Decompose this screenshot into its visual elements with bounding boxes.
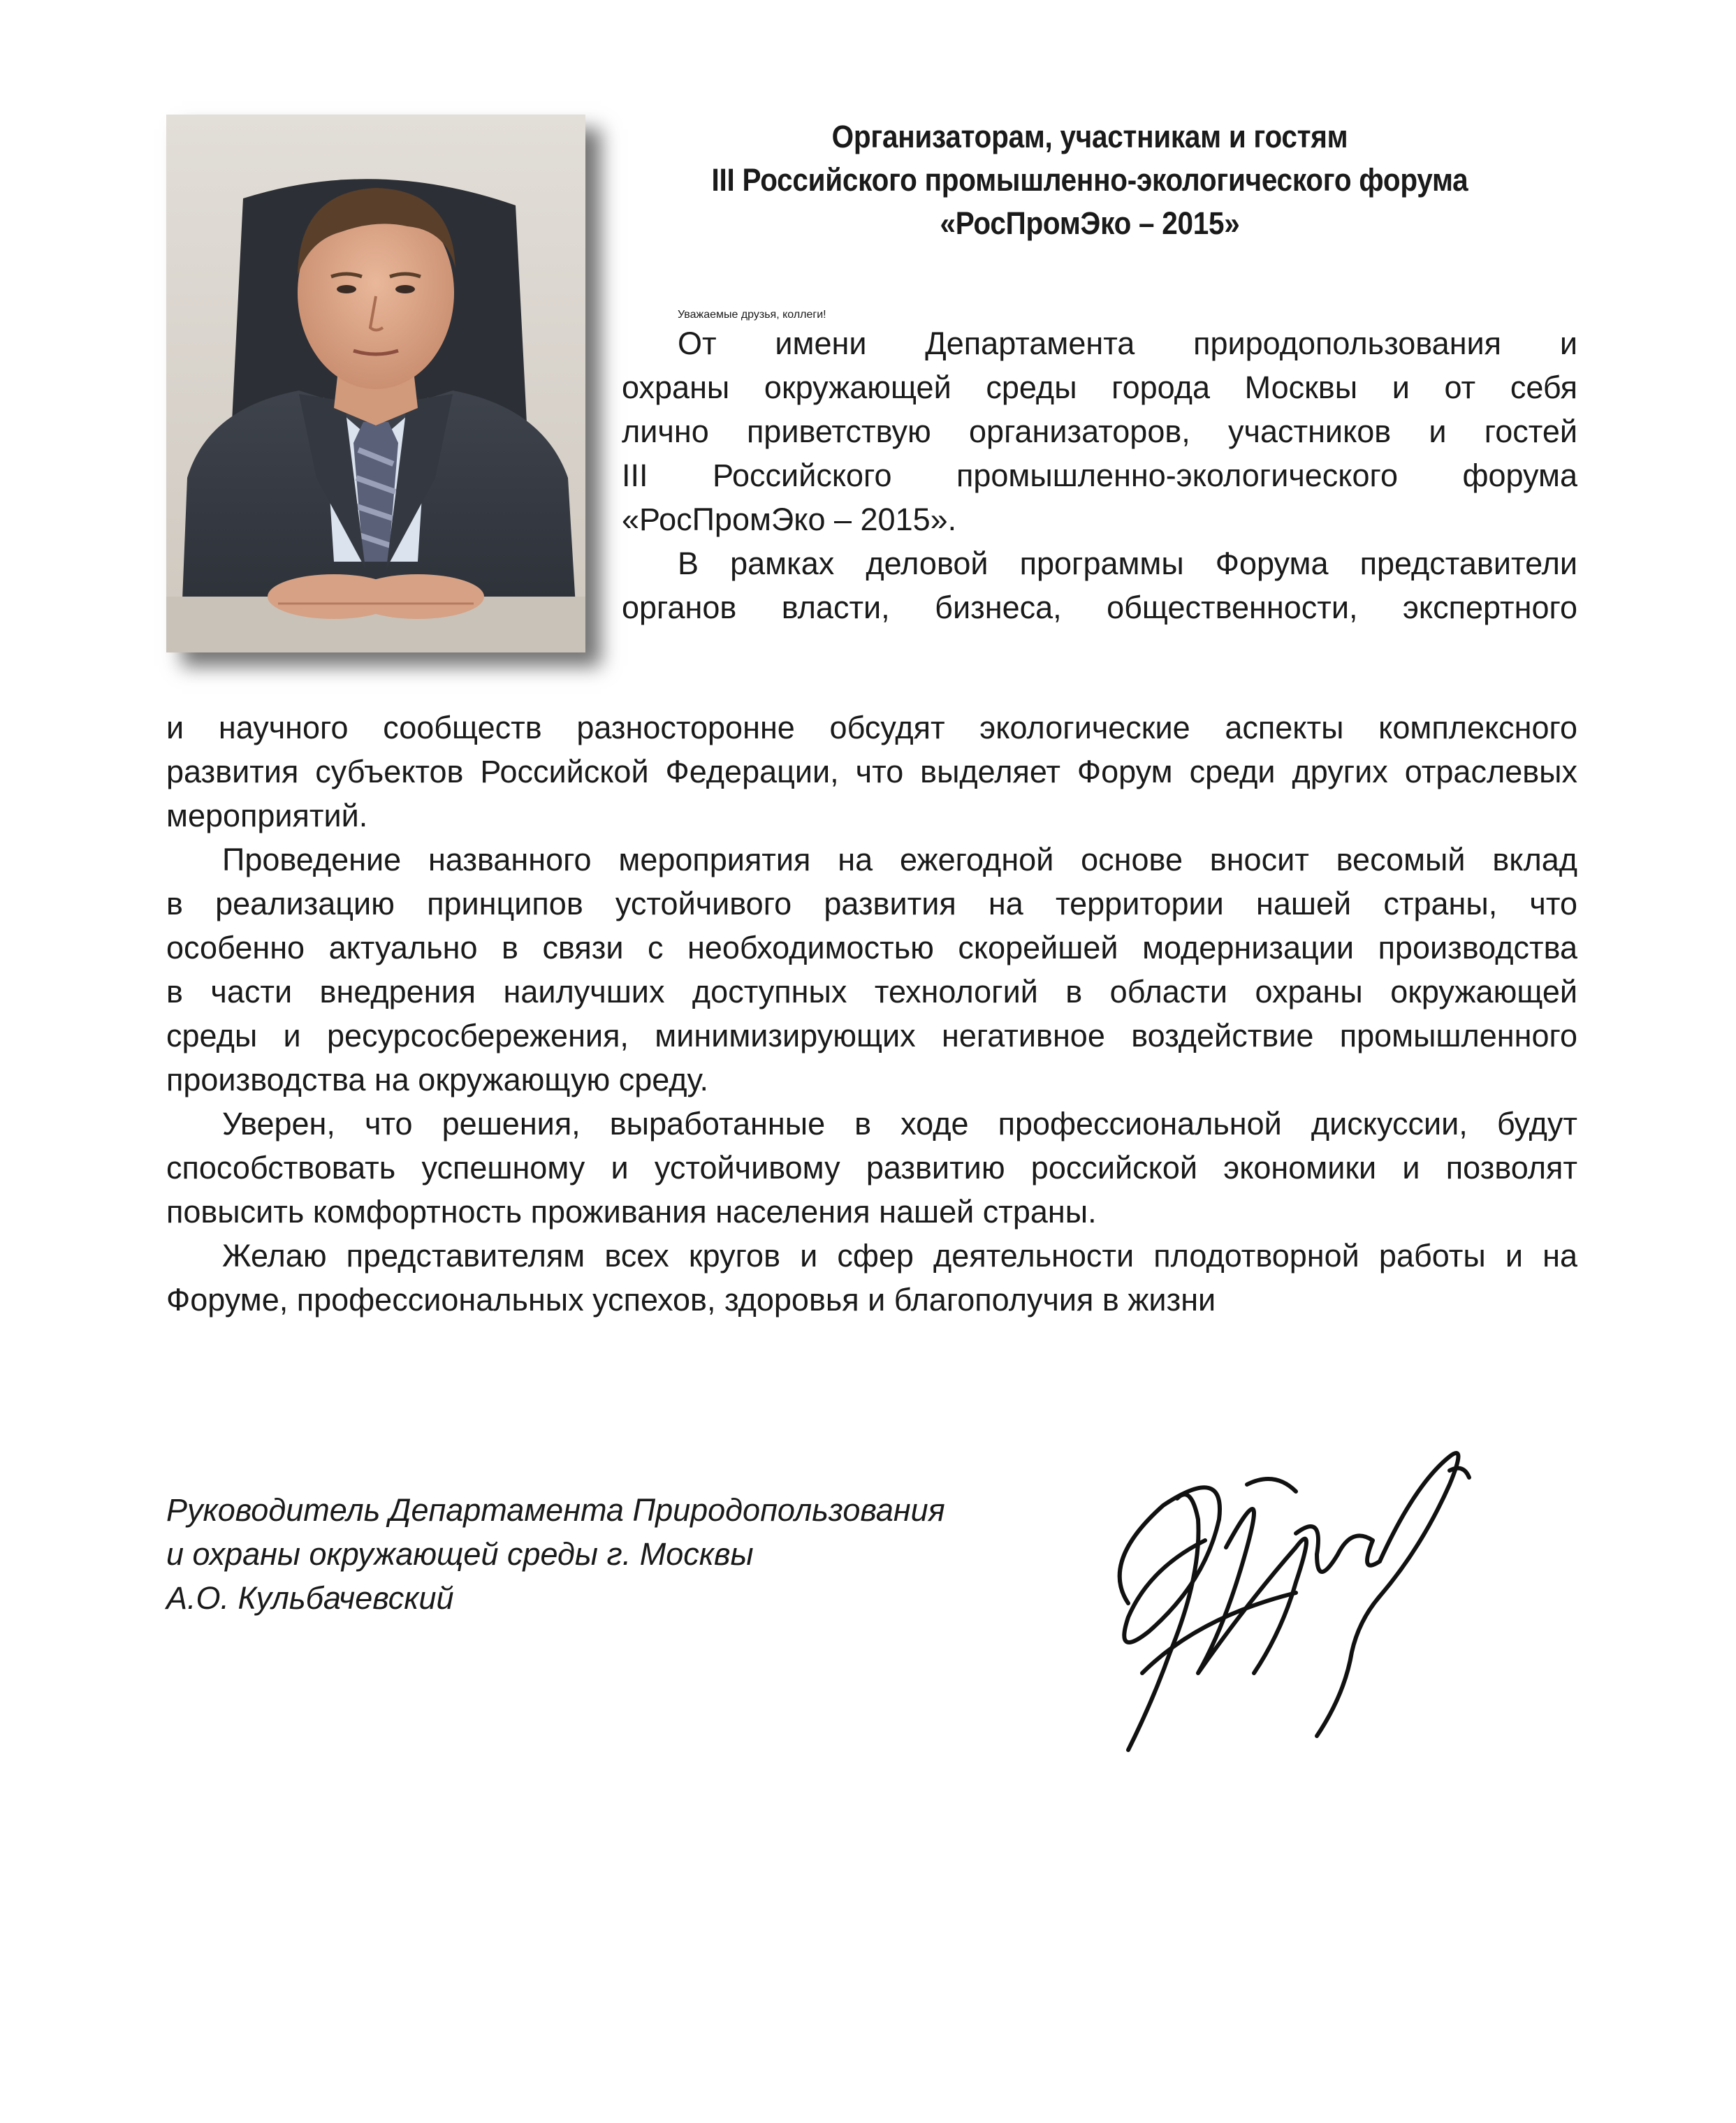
paragraph-4-line: способствовать успешному и устойчивому развитию российской экономики и позволят [166,1150,1577,1185]
paragraph-2-line: В рамках деловой программы Форума представители [678,546,1577,581]
paragraph-3-line: в части внедрения наилучших доступных технологий в области охраны окружающей [166,974,1577,1009]
text-beside-photo [622,309,1577,629]
paragraph-5-line: Форуме, профессиональных успехов, здоровья и благополучия в жизни [166,1282,1216,1318]
paragraph-3-line: Проведение названного мероприятия на ежегодной основе вносит весомый вклад [222,842,1577,877]
heading-line-1: Организаторам, участникам и гостям [831,119,1348,154]
paragraph-3-line: особенно актуально в связи с необходимостью скорейшей модернизации производства [166,930,1577,965]
heading-line-2: III Российского промышленно-экологического форума [711,162,1468,198]
handwritten-signature-icon [1086,1443,1491,1771]
paragraph-3-line: производства на окружающую среду. [166,1062,709,1097]
paragraph-1-line: лично приветствую организаторов, участников и гостей [622,414,1577,449]
paragraph-2-line: и научного сообществ разносторонне обсудят экологические аспекты комплексного [166,710,1577,745]
paragraph-4-line: повысить комфортность проживания населения нашей страны. [166,1194,1097,1230]
portrait-photo [166,115,585,652]
paragraph-2-line: мероприятий. [166,798,368,833]
paragraph-1-line: «РосПромЭко – 2015». [622,502,957,537]
letter-heading [662,115,1517,245]
signatory-title-line-2: и охраны окружающей среды г. Москвы [166,1536,754,1572]
signatory-name: А.О. Кульбачевский [166,1580,454,1616]
paragraph-2-line: развития субъектов Российской Федерации, что выделяет Форум среди других отраслевых [166,754,1577,789]
paragraph-3-line: среды и ресурсосбережения, минимизирующих негативное воздействие промышленного [166,1018,1577,1053]
text-full-width [166,706,1577,1322]
paragraph-1-line: охраны окружающей среды города Москвы и от себя [622,370,1577,405]
paragraph-1-line: От имени Департамента природопользования и [678,326,1577,361]
paragraph-4-line: Уверен, что решения, выработанные в ходе профессиональной дискуссии, будут [222,1106,1577,1141]
paragraph-5-line: Желаю представителям всех кругов и сфер деятельности плодотворной работы и на [222,1238,1577,1274]
greeting: Уважаемые друзья, коллеги! [678,309,826,321]
paragraph-3-line: в реализацию принципов устойчивого развития на территории нашей страны, что [166,886,1577,921]
heading-line-3: «РосПромЭко – 2015» [940,205,1240,241]
paragraph-2-line: органов власти, бизнеса, общественности, экспертного [622,590,1577,625]
portrait-icon [166,115,585,652]
signatory-block [166,1488,945,1620]
signatory-title-line-1: Руководитель Департамента Природопользования [166,1492,945,1528]
paragraph-1-line: III Российского промышленно-экологического форума [622,458,1577,493]
